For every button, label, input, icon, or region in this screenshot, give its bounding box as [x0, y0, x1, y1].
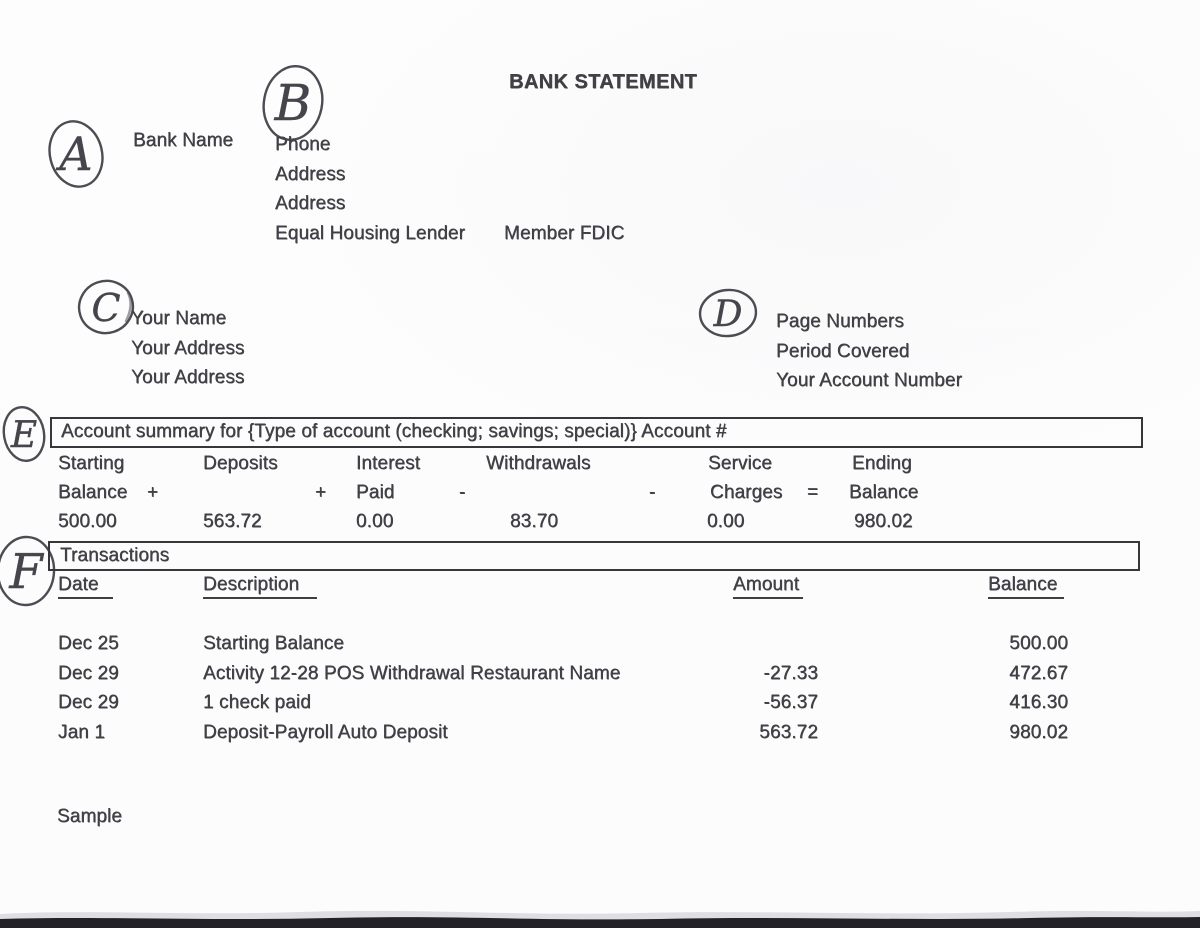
- cell-description: Starting Balance: [203, 633, 345, 654]
- summary-col-interest-label2: Paid: [356, 482, 395, 503]
- account-number-label: Your Account Number: [776, 370, 963, 391]
- summary-deposits-value: 563.72: [203, 511, 262, 532]
- period-covered-label: Period Covered: [776, 340, 910, 362]
- annotation-circle-c: [76, 279, 138, 337]
- summary-col-starting-label: Starting: [58, 453, 125, 474]
- column-header-amount: Amount: [733, 574, 803, 599]
- cell-date: Jan 1: [58, 722, 105, 743]
- summary-interest-value: 0.00: [356, 511, 394, 532]
- account-summary-box: [50, 417, 1143, 448]
- summary-starting-balance-value: 500.00: [58, 511, 117, 532]
- summary-operator-minus-1: -: [459, 482, 466, 503]
- cell-description: Deposit-Payroll Auto Deposit: [203, 722, 448, 743]
- summary-withdrawals-value: 83.70: [510, 511, 559, 532]
- summary-col-interest-label: Interest: [356, 453, 421, 474]
- summary-service-charges-value: 0.00: [707, 511, 745, 532]
- summary-col-withdrawals-label: Withdrawals: [486, 453, 591, 474]
- table-row: [0, 663, 1200, 687]
- annotation-letter-d: D: [713, 294, 743, 335]
- customer-block: [131, 304, 245, 393]
- table-row: [0, 692, 1200, 716]
- table-row: [0, 722, 1200, 746]
- annotation-circle-d: [697, 287, 761, 339]
- annotation-letter-b: B: [274, 74, 312, 132]
- column-header-description: Description: [203, 574, 317, 599]
- statement-info-block: [776, 307, 962, 396]
- annotation-letter-a: A: [59, 127, 93, 181]
- cell-balance: 500.00: [1009, 633, 1068, 654]
- cell-balance: 980.02: [1009, 722, 1068, 743]
- page-title: BANK STATEMENT: [509, 71, 698, 93]
- cell-date: Dec 25: [58, 633, 119, 654]
- summary-col-service-label: Service: [708, 453, 773, 474]
- cell-description: 1 check paid: [203, 692, 311, 713]
- member-fdic-label: Member FDIC: [504, 222, 625, 244]
- summary-col-service-label2: Charges: [710, 482, 783, 503]
- transactions-title: Transactions: [60, 545, 170, 566]
- your-name-label: Your Name: [131, 308, 227, 329]
- summary-operator-plus-2: +: [315, 482, 327, 503]
- summary-col-starting-label2: Balance: [58, 482, 128, 503]
- summary-operator-plus-1: +: [147, 482, 159, 503]
- page-numbers-label: Page Numbers: [776, 311, 904, 332]
- your-address-label-1: Your Address: [131, 337, 245, 359]
- equal-housing-lender-label: Equal Housing Lender: [275, 222, 466, 244]
- summary-col-ending-label: Ending: [852, 453, 912, 474]
- table-row: [0, 633, 1200, 657]
- cell-amount: 563.72: [759, 722, 818, 743]
- cell-balance: 472.67: [1009, 663, 1068, 684]
- bank-footer-line: [275, 219, 624, 249]
- bank-contact-block: [275, 130, 624, 248]
- annotation-letter-c: C: [91, 286, 121, 330]
- cell-date: Dec 29: [58, 692, 119, 713]
- account-summary-title: Account summary for {Type of account (checking; savings; special)} Account #: [61, 421, 727, 442]
- annotation-letter-f: F: [9, 544, 43, 600]
- cell-date: Dec 29: [58, 663, 119, 684]
- bank-phone-label: Phone: [275, 134, 331, 155]
- cell-amount: -27.33: [763, 663, 818, 684]
- column-header-date: Date: [58, 574, 113, 599]
- scan-edge-artifact: [0, 898, 1200, 928]
- summary-col-ending-label2: Balance: [849, 482, 919, 503]
- cell-balance: 416.30: [1009, 692, 1068, 713]
- annotation-letter-e: E: [10, 415, 38, 456]
- sample-label: Sample: [57, 806, 123, 827]
- summary-col-deposits-label: Deposits: [203, 453, 278, 474]
- summary-operator-equals: =: [807, 482, 819, 503]
- bank-name-label: Bank Name: [133, 130, 234, 151]
- transactions-box: [48, 541, 1140, 571]
- summary-ending-balance-value: 980.02: [854, 511, 913, 532]
- your-address-label-2: Your Address: [131, 367, 245, 388]
- column-header-balance: Balance: [988, 574, 1064, 599]
- cell-amount: -56.37: [763, 692, 818, 713]
- annotation-circle-a: [42, 112, 112, 196]
- summary-operator-minus-2: -: [649, 482, 656, 503]
- annotation-circle-e: [1, 405, 49, 465]
- bank-address-label-2: Address: [275, 193, 346, 214]
- cell-description: Activity 12-28 POS Withdrawal Restaurant Name: [203, 663, 621, 684]
- bank-address-label-1: Address: [275, 163, 346, 185]
